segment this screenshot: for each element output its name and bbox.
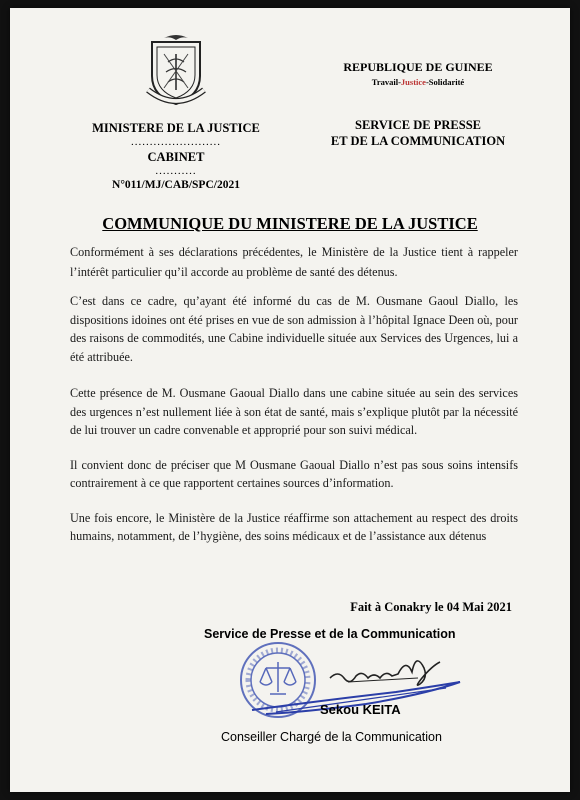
motto-part-1: Travail- (371, 77, 401, 87)
paragraph-5: Une fois encore, le Ministère de la Justice réaffirme son attachement au respect des droits humains, notamment, de l’hygiène, des soins médicaux et de l’assistance aux détenus (70, 510, 518, 543)
ministry-name: MINISTERE DE LA JUSTICE (92, 121, 260, 135)
paragraph-2: C’est dans ce cadre, qu’ayant été informé du cas de M. Ousmane Gaoul Diallo, les dispositions idoines ont été prises en vue de son admission à l’hôpital Ignace Deen où, pour des raisons de commodités, une Cabine individuelle située aux Services des Urgences, lui a été attribuée. (70, 294, 518, 364)
motto-part-2: Justice (400, 77, 426, 87)
cabinet-label: CABINET (147, 150, 205, 164)
document-body (70, 242, 518, 556)
paragraph-4: Il convient donc de préciser que M Ousmane Gaoual Diallo n’est pas sous soins intensifs contrairement à ce que rapportent certaines sources d’information. (70, 457, 518, 490)
paragraph-3: Cette présence de M. Ousmane Gaoual Diallo dans une cabine située au sein des services des urgences n’est nullement liée à son état de santé, mais s’explique plutôt par la nécessité de lui trouver un cadre convenable et approprié pour son suivi médical. (70, 386, 518, 437)
paragraph-1: Conformément à ses déclarations précédentes, le Ministère de la Justice tient à rappeler l’intérêt particulier qu’il accorde au problème de santé des détenus. (70, 245, 518, 279)
header-right (328, 60, 508, 149)
guinea-coat-of-arms-icon (138, 32, 214, 108)
signatory-role: Conseiller Chargé de la Communication (221, 730, 442, 744)
national-motto (328, 77, 508, 87)
service-line-1: SERVICE DE PRESSE (355, 118, 481, 132)
separator-dots-short: ........... (155, 165, 197, 177)
document-page (10, 8, 570, 792)
separator-dots: ........................ (131, 136, 221, 148)
signatory-name: Sekou KEITA (320, 702, 401, 717)
place-and-date: Fait à Conakry le 04 Mai 2021 (350, 600, 512, 614)
reference-number: N°011/MJ/CAB/SPC/2021 (112, 179, 240, 191)
signing-service: Service de Presse et de la Communication (204, 627, 456, 641)
motto-part-3: -Solidarité (425, 77, 465, 87)
republic-name: REPUBLIQUE DE GUINEE (343, 60, 493, 74)
service-line-2: ET DE LA COMMUNICATION (330, 134, 506, 148)
document-title: COMMUNIQUE DU MINISTERE DE LA JUSTICE (102, 214, 478, 233)
service-name (328, 117, 508, 149)
header-left (76, 32, 276, 191)
